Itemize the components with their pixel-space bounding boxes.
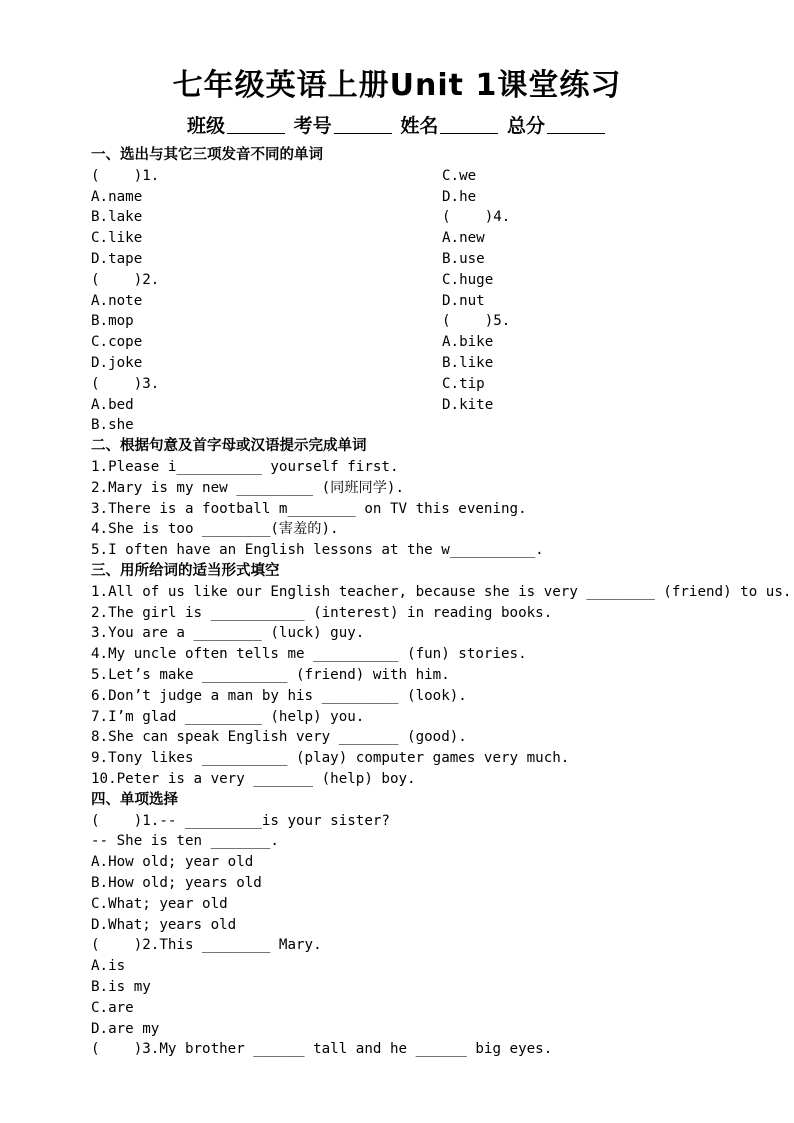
option-line: B.use (442, 251, 485, 267)
option-line: A.note (91, 292, 143, 309)
question-line: 8.She can speak English very _______ (good). (91, 729, 467, 746)
option-line: ( )3. (91, 375, 160, 392)
option-line: C.we (442, 167, 477, 184)
question-line: 10.Peter is a very _______ (help) boy. (91, 771, 416, 787)
class-label: 班级 (187, 115, 226, 137)
question-line: C.What; year old (91, 895, 228, 912)
class-blank (227, 115, 285, 134)
question-line: 2.The girl is ___________ (interest) in reading books. (91, 604, 553, 621)
name-label: 姓名 (400, 115, 439, 137)
name-blank (440, 115, 498, 134)
exam-number-blank (334, 115, 392, 134)
option-line: ( )1. (91, 167, 160, 184)
question-line: 5.I often have an English lessons at the w__________. (91, 542, 544, 559)
option-line: A.name (91, 188, 143, 205)
question-line: 4.My uncle often tells me __________ (fun) stories. (91, 646, 527, 663)
page-title: 七年级英语上册Unit 1课堂练习 (172, 68, 622, 103)
option-line: C.huge (442, 271, 494, 288)
option-line: A.bike (442, 334, 494, 351)
section3-heading: 三、用所给词的适当形式填空 (91, 563, 280, 579)
option-line: A.bed (91, 396, 134, 413)
option-line: D.kite (442, 396, 494, 413)
question-line: 2.Mary is my new _________ (同班同学). (91, 479, 404, 496)
option-line: D.he (442, 188, 477, 205)
section1-heading: 一、选出与其它三项发音不同的单词 (91, 147, 323, 163)
option-line: ( )2. (91, 271, 160, 288)
option-line: B.lake (91, 209, 143, 226)
question-line: D.are my (91, 1020, 160, 1037)
section2-heading: 二、根据句意及首字母或汉语提示完成单词 (91, 438, 367, 455)
option-line: C.like (91, 230, 143, 247)
question-line: 5.Let’s make __________ (friend) with him. (91, 667, 450, 683)
question-line: 3.There is a football m________ on TV this evening. (91, 500, 527, 517)
question-line: A.is (91, 958, 126, 975)
question-line: 7.I’m glad _________ (help) you. (91, 708, 365, 725)
option-line: D.nut (442, 292, 485, 309)
option-line: C.tip (442, 375, 485, 392)
question-line: 1.Please i__________ yourself first. (91, 459, 399, 475)
option-line: C.cope (91, 334, 143, 351)
total-score-blank (547, 115, 605, 134)
option-line: D.tape (91, 251, 143, 267)
question-line: 1.All of us like our English teacher, because she is very ________ (friend) to us. (91, 583, 792, 600)
option-line: B.mop (91, 313, 134, 330)
total-score-label: 总分 (506, 115, 545, 137)
question-line: 3.You are a ________ (luck) guy. (91, 625, 365, 642)
question-line: B.How old; years old (91, 875, 262, 891)
option-line: ( )4. (442, 209, 511, 226)
section4-heading: 四、单项选择 (91, 791, 178, 808)
option-line: A.new (442, 230, 485, 247)
option-line: B.like (442, 355, 494, 371)
question-line: ( )3.My brother ______ tall and he ______ big eyes. (91, 1041, 553, 1058)
exam-number-label: 考号 (293, 115, 332, 137)
question-line: A.How old; year old (91, 854, 254, 871)
question-line: ( )2.This ________ Mary. (91, 937, 322, 954)
question-line: -- She is ten _______. (91, 833, 279, 850)
question-line: B.is my (91, 979, 151, 995)
option-line: ( )5. (442, 313, 511, 330)
question-line: 4.She is too ________(害羞的). (91, 521, 339, 538)
question-line: C.are (91, 999, 134, 1016)
header-fields (0, 111, 794, 138)
option-line: D.joke (91, 355, 143, 371)
question-line: 6.Don’t judge a man by his _________ (look). (91, 687, 467, 704)
question-line: 9.Tony likes __________ (play) computer games very much. (91, 750, 570, 767)
option-line: B.she (91, 417, 134, 434)
question-line: ( )1.-- _________is your sister? (91, 812, 390, 829)
question-line: D.What; years old (91, 916, 237, 933)
